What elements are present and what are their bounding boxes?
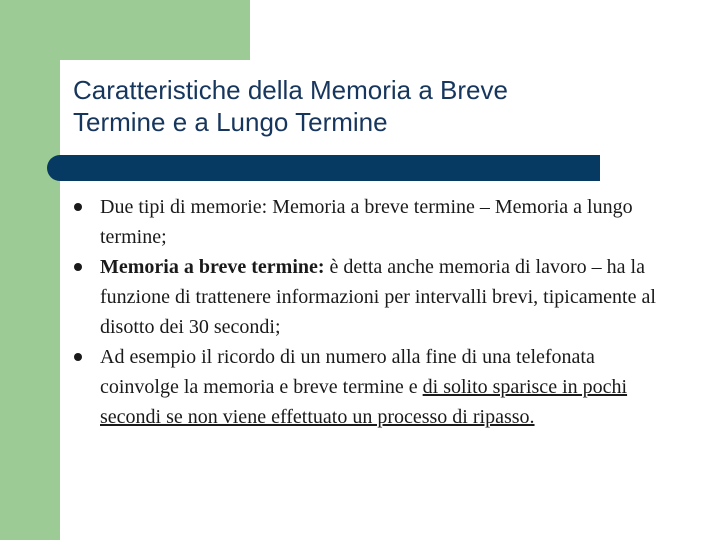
- slide-title-line2: Termine e a Lungo Termine: [73, 107, 388, 137]
- bullet-text: è detta anche memoria di lavoro – ha la funzione di trattenere informazioni per intervalli brevi, tipicamente al disotto dei 30 secondi;: [100, 256, 656, 338]
- bullet-text: Due tipi di memorie: Memoria a breve termine – Memoria a lungo termine;: [100, 196, 633, 248]
- title-underline-bar: [60, 155, 600, 181]
- list-item: [73, 192, 673, 252]
- slide-title-line1: Caratteristiche della Memoria a Breve: [73, 75, 508, 105]
- bullet-dot-icon: [74, 353, 82, 361]
- slide-title: [73, 74, 673, 138]
- bullet-list: [73, 192, 673, 432]
- bullet-text: Ad esempio il ricordo di un numero alla fine di una telefonata coinvolge la memoria e breve termine e: [100, 346, 595, 398]
- green-side-band: [0, 0, 60, 540]
- green-top-band: [60, 0, 250, 60]
- list-item: [73, 342, 673, 432]
- bullet-underlined-text: di solito sparisce in pochi secondi se non viene effettuato un processo di ripasso.: [100, 376, 628, 428]
- bullet-dot-icon: [74, 263, 82, 271]
- list-item: [73, 252, 673, 342]
- bullet-bold-text: Memoria a breve termine:: [100, 256, 325, 278]
- bullet-dot-icon: [74, 203, 82, 211]
